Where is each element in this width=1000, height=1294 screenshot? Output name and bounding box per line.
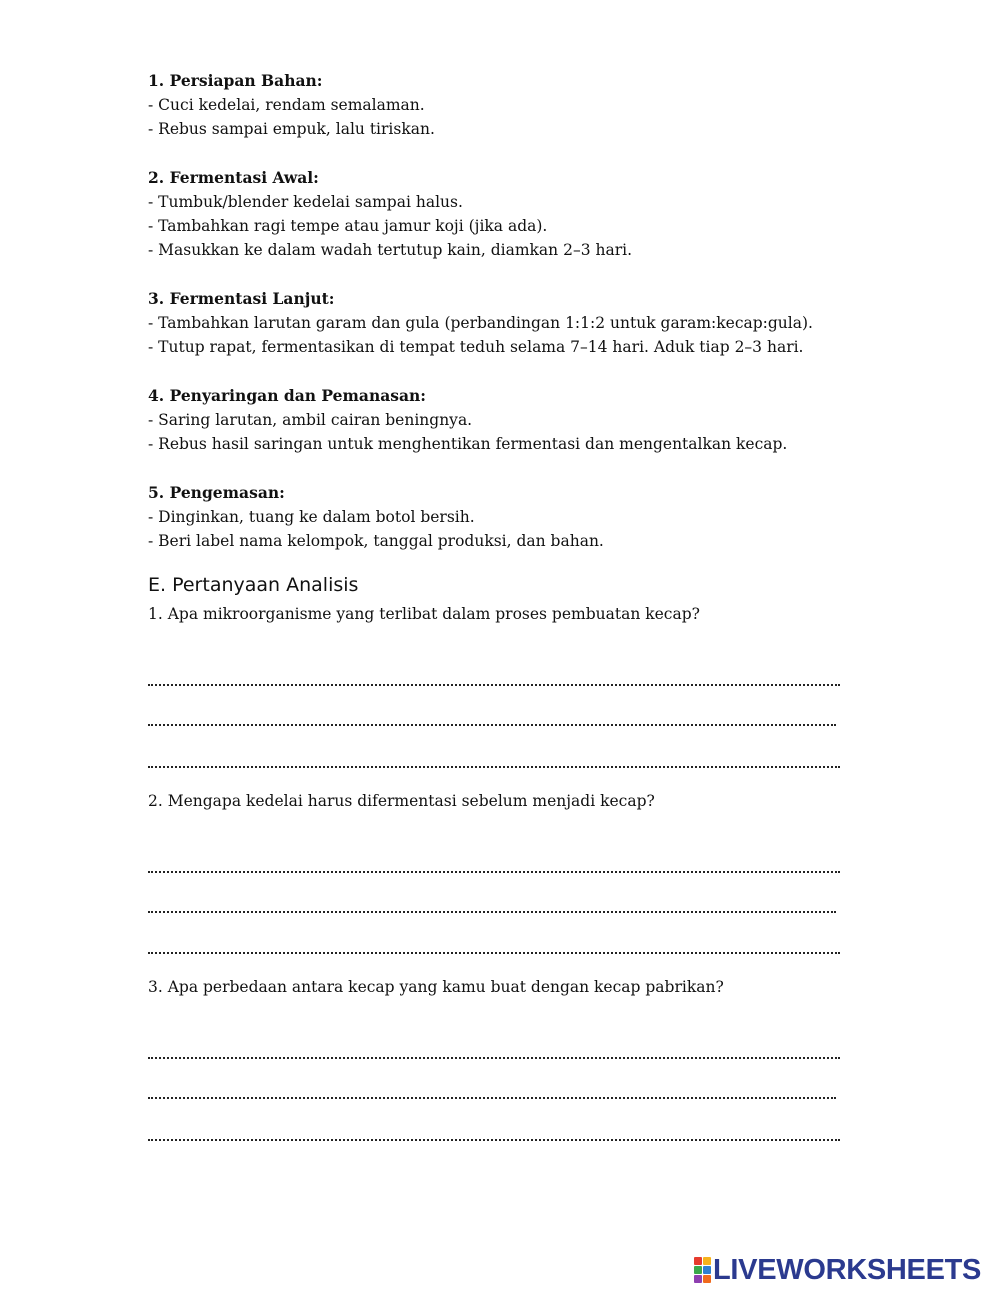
question-2: 2. Mengapa kedelai harus difermentasi sebelum menjadi kecap? — [148, 792, 655, 810]
logo-block — [703, 1266, 711, 1274]
logo-block — [703, 1257, 711, 1265]
step-2-item-2: - Tambahkan ragi tempe atau jamur koji (jika ada). — [148, 217, 548, 235]
step-4-item-1: - Saring larutan, ambil cairan beningnya. — [148, 411, 473, 429]
step-2-heading: 2. Fermentasi Awal: — [148, 168, 319, 187]
logo-block — [694, 1275, 702, 1283]
step-3-heading: 3. Fermentasi Lanjut: — [148, 289, 335, 308]
liveworksheets-logo[interactable] — [694, 1255, 981, 1285]
answer-line-q2-3[interactable] — [148, 950, 840, 954]
step-1-item-2: - Rebus sampai empuk, lalu tiriskan. — [148, 120, 435, 138]
step-1-item-1: - Cuci kedelai, rendam semalaman. — [148, 96, 425, 114]
answer-line-q3-1[interactable] — [148, 1055, 840, 1059]
step-3-item-1: - Tambahkan larutan garam dan gula (perbandingan 1:1:2 untuk garam:kecap:gula). — [148, 314, 813, 332]
question-1: 1. Apa mikroorganisme yang terlibat dalam proses pembuatan kecap? — [148, 605, 700, 623]
step-2-item-3: - Masukkan ke dalam wadah tertutup kain, diamkan 2–3 hari. — [148, 241, 632, 259]
step-3-item-2: - Tutup rapat, fermentasikan di tempat teduh selama 7–14 hari. Aduk tiap 2–3 hari. — [148, 338, 804, 356]
logo-block — [694, 1266, 702, 1274]
answer-line-q1-1[interactable] — [148, 682, 840, 686]
answer-line-q1-2[interactable] — [148, 722, 836, 726]
answer-line-q3-2[interactable] — [148, 1095, 836, 1099]
step-5-heading: 5. Pengemasan: — [148, 483, 285, 502]
answer-line-q2-1[interactable] — [148, 869, 840, 873]
liveworksheets-blocks-icon — [694, 1257, 710, 1283]
answer-line-q2-2[interactable] — [148, 909, 836, 913]
question-3: 3. Apa perbedaan antara kecap yang kamu buat dengan kecap pabrikan? — [148, 978, 724, 996]
answer-line-q3-3[interactable] — [148, 1137, 840, 1141]
step-5-item-2: - Beri label nama kelompok, tanggal produksi, dan bahan. — [148, 532, 604, 550]
logo-wordmark: LIVEWORKSHEETS — [713, 1254, 982, 1286]
step-1-heading: 1. Persiapan Bahan: — [148, 71, 323, 90]
analysis-section-title: E. Pertanyaan Analisis — [148, 574, 359, 596]
step-2-item-1: - Tumbuk/blender kedelai sampai halus. — [148, 193, 463, 211]
step-4-heading: 4. Penyaringan dan Pemanasan: — [148, 386, 427, 405]
step-5-item-1: - Dinginkan, tuang ke dalam botol bersih. — [148, 508, 475, 526]
logo-block — [694, 1257, 702, 1265]
logo-block — [703, 1275, 711, 1283]
answer-line-q1-3[interactable] — [148, 764, 840, 768]
step-4-item-2: - Rebus hasil saringan untuk menghentikan fermentasi dan mengentalkan kecap. — [148, 435, 788, 453]
